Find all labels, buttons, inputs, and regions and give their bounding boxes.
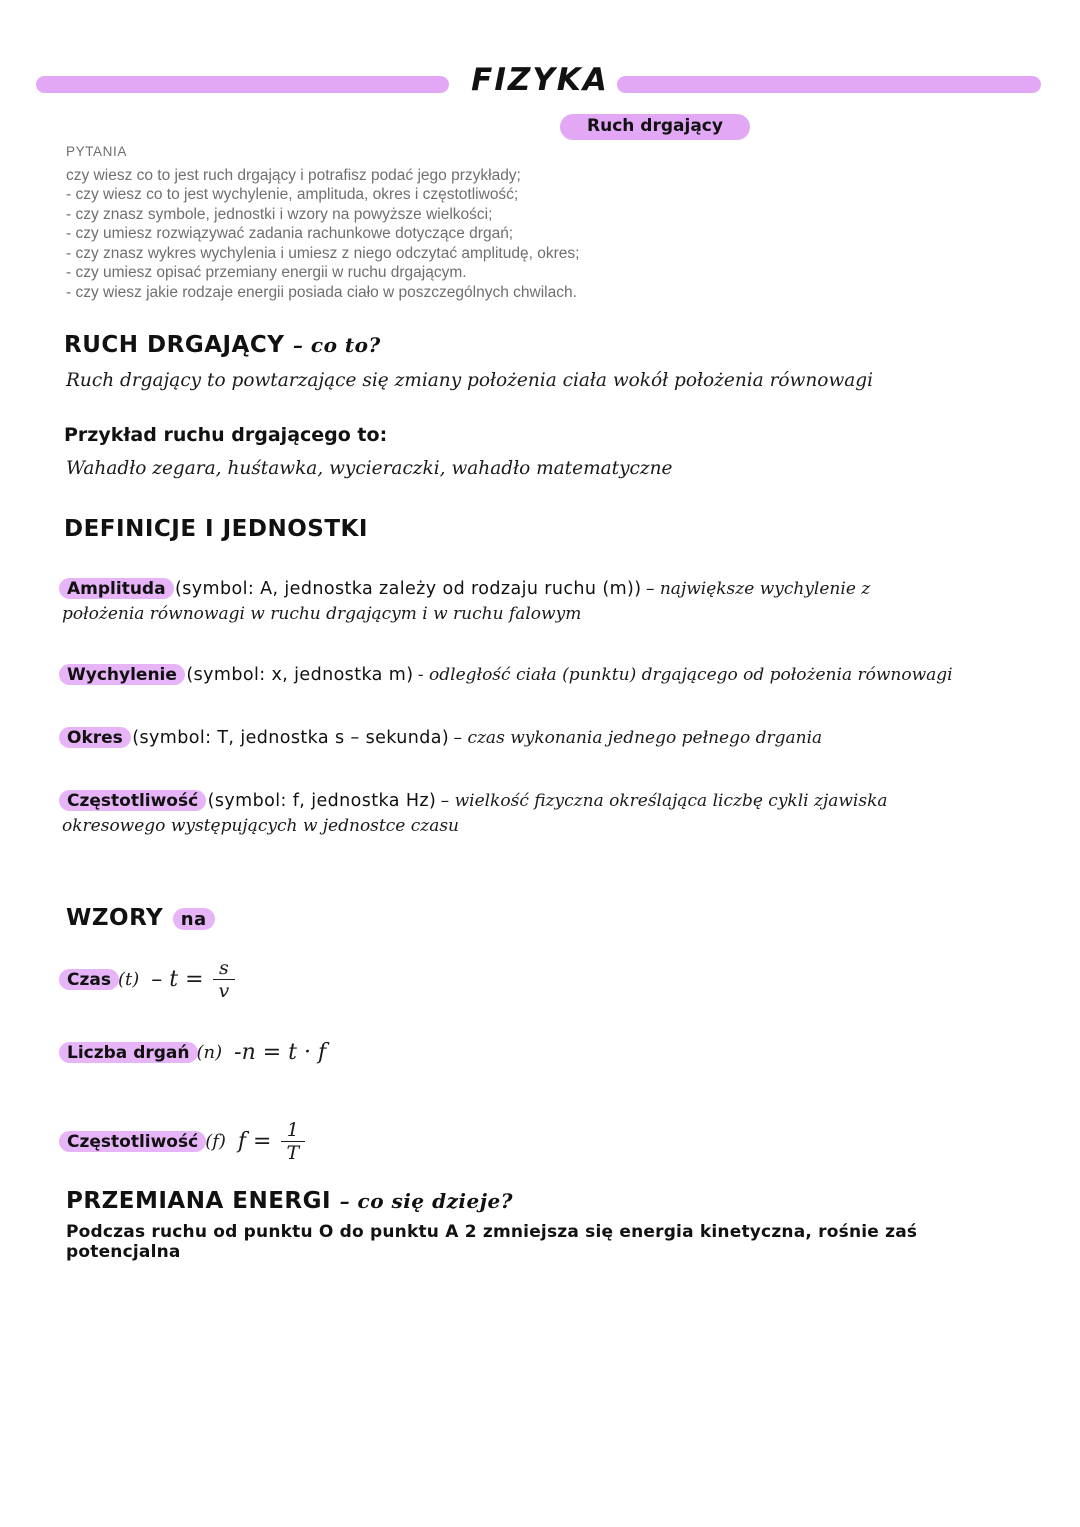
definition-desc: – czas wykonania jednego pełnego drgania xyxy=(453,728,823,748)
section-heading-wzory xyxy=(66,905,212,931)
question-line: - czy znasz wykres wychylenia i umiesz z niego odczytać amplitudę, okres; xyxy=(66,244,580,262)
section-heading-energia-bold: PRZEMIANA ENERGI xyxy=(66,1188,332,1214)
section-heading-energia xyxy=(66,1188,513,1214)
section-body-ruch: Ruch drgający to powtarzające się zmiany położenia ciała wokół położenia równowagi xyxy=(66,370,874,391)
section-heading-ruch-thin: – co to? xyxy=(292,333,381,357)
formula-row xyxy=(62,1040,326,1065)
definition-desc: – wielkość fizyczna określająca liczbę cykli zjawiska xyxy=(440,791,888,811)
formula-lhs: -n = t · f xyxy=(234,1040,327,1065)
definition-item xyxy=(62,727,1022,749)
section-heading-definicje: DEFINICJE I JEDNOSTKI xyxy=(64,516,368,542)
questions-block xyxy=(66,142,966,302)
formula-symbol: (f) xyxy=(205,1131,226,1152)
section-heading-ruch xyxy=(64,332,381,358)
definition-spec: (symbol: x, jednostka m) xyxy=(186,665,414,685)
question-line: - czy umiesz opisać przemiany energii w ruchu drgającym. xyxy=(66,264,467,281)
definition-spec: (symbol: f, jednostka Hz) xyxy=(207,791,437,811)
formula-expression xyxy=(234,1040,326,1065)
formula-fraction xyxy=(280,1120,305,1163)
question-line: czy wiesz co to jest ruch drgający i potrafisz podać jego przykłady; xyxy=(66,166,521,184)
section-heading-przyklad: Przykład ruchu drgającego to: xyxy=(64,424,388,446)
formula-lhs: – t = xyxy=(151,967,204,992)
fraction-denominator: T xyxy=(286,1142,300,1164)
definition-term-highlight: Wychylenie xyxy=(62,664,182,686)
definition-term-highlight: Amplituda xyxy=(62,578,171,600)
question-line: - czy wiesz co to jest wychylenie, amplituda, okres i częstotliwość; xyxy=(66,186,519,203)
definition-desc: – największe wychylenie z xyxy=(645,579,871,599)
question-line: - czy wiesz jakie rodzaje energii posiada ciało w poszczególnych chwilach. xyxy=(66,283,577,301)
formula-label-highlight: Czas xyxy=(62,969,116,991)
formula-symbol: (t) xyxy=(117,969,140,990)
definition-item xyxy=(62,578,1022,624)
definition-spec: (symbol: T, jednostka s – sekunda) xyxy=(132,728,450,748)
section-body-przyklad: Wahadło zegara, huśtawka, wycieraczki, wahadło matematyczne xyxy=(66,458,673,479)
formula-row xyxy=(62,958,238,1001)
page-header xyxy=(0,0,1080,150)
fraction-numerator: 1 xyxy=(281,1120,305,1142)
definition-item xyxy=(62,664,1022,686)
formula-expression xyxy=(238,1120,308,1163)
section-heading-wzory-highlight: na xyxy=(176,908,212,931)
formula-expression xyxy=(151,958,238,1001)
definition-desc: - odległość ciała (punktu) drgającego od położenia równowagi xyxy=(417,665,953,685)
formula-label-highlight: Liczba drgań xyxy=(62,1042,195,1064)
page-title: FIZYKA xyxy=(471,62,609,98)
definition-spec: (symbol: A, jednostka zależy od rodzaju ruchu (m)) xyxy=(175,579,642,599)
formula-row xyxy=(62,1120,308,1163)
section-heading-wzory-bold: WZORY xyxy=(66,905,164,931)
definition-term-highlight: Okres xyxy=(62,727,128,749)
definition-desc-cont: okresowego występujących w jednostce czasu xyxy=(62,816,460,836)
formula-fraction xyxy=(213,958,236,1001)
definition-term-highlight: Częstotliwość xyxy=(62,790,203,812)
section-body-energia: Podczas ruchu od punktu O do punktu A 2 zmniejsza się energia kinetyczna, rośnie zaś potencjalna xyxy=(66,1222,918,1262)
questions-heading: PYTANIA xyxy=(66,144,127,159)
section-heading-energia-thin: – co się dzieje? xyxy=(339,1189,513,1213)
formula-symbol: (n) xyxy=(196,1042,223,1063)
definition-desc-cont: położenia równowagi w ruchu drgającym i w ruchu falowym xyxy=(62,604,582,624)
fraction-numerator: s xyxy=(213,958,235,980)
question-line: - czy znasz symbole, jednostki i wzory na powyższe wielkości; xyxy=(66,205,493,223)
formula-lhs: f = xyxy=(237,1129,272,1154)
section-heading-ruch-bold: RUCH DRGAJĄCY xyxy=(64,332,285,358)
definition-item xyxy=(62,790,1022,836)
question-line: - czy umiesz rozwiązywać zadania rachunkowe dotyczące drgań; xyxy=(66,225,514,242)
page-subtitle: Ruch drgający xyxy=(587,116,723,136)
fraction-denominator: v xyxy=(218,980,230,1002)
formula-label-highlight: Częstotliwość xyxy=(62,1131,203,1153)
